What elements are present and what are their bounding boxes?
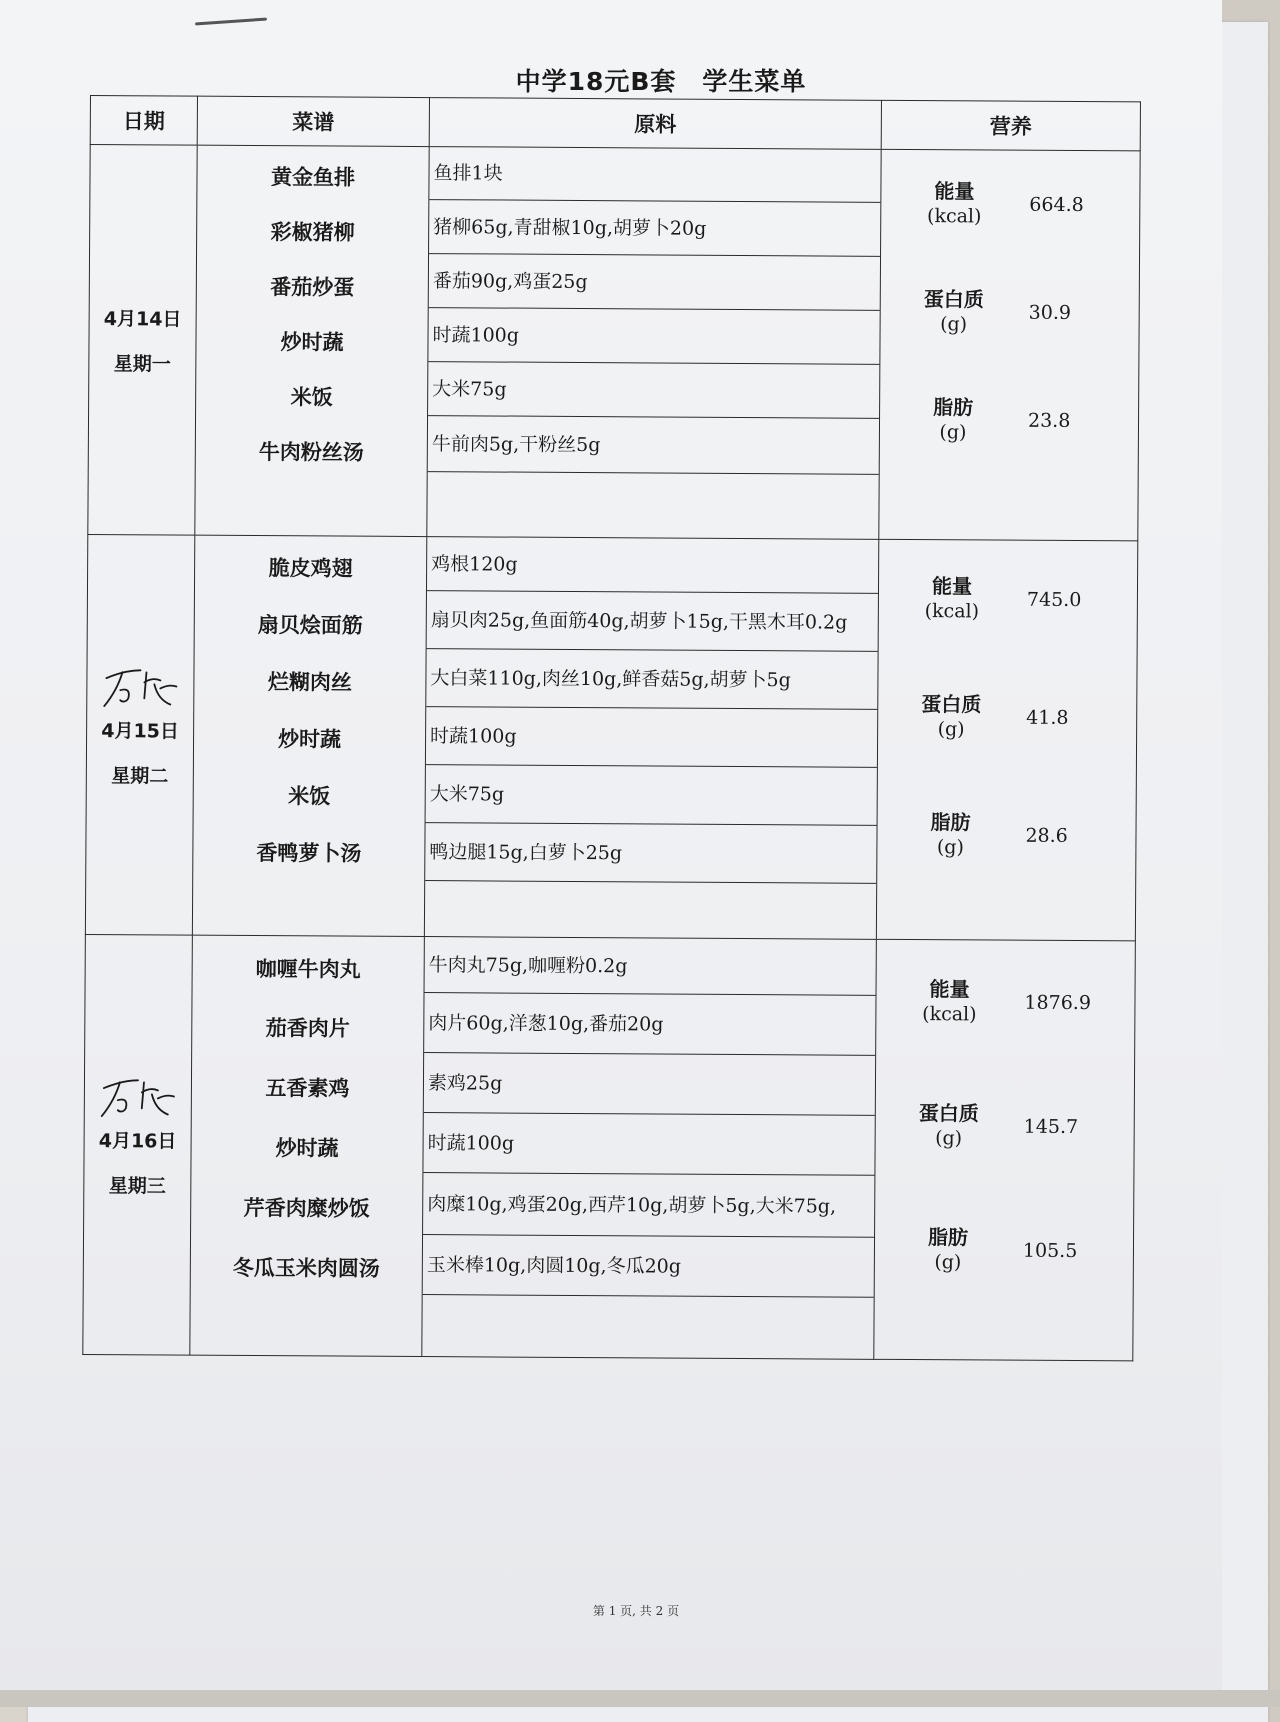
ingredient-line: 肉糜10g,鸡蛋20g,西芹10g,胡萝卜5g,大米75g,	[423, 1173, 874, 1238]
energy-value: 745.0	[1026, 588, 1082, 612]
energy-unit: (kcal)	[922, 1003, 977, 1026]
desk-surface	[0, 1690, 1280, 1707]
signature	[100, 664, 180, 710]
dish-item: 炒时蔬	[280, 330, 344, 355]
nutrition-cell	[876, 539, 1137, 941]
date-cell	[88, 145, 197, 536]
protein-unit: (g)	[937, 718, 965, 741]
header-dishes: 菜谱	[197, 96, 429, 146]
nutrition-cell	[874, 939, 1136, 1361]
signature	[98, 1074, 178, 1120]
title-part1: 中学18元B套	[515, 67, 677, 96]
fat-value: 28.6	[1025, 824, 1068, 847]
date: 4月14日	[103, 307, 182, 331]
ingredient-line: 肉片60g,洋葱10g,番茄20g	[424, 993, 875, 1056]
protein-row	[875, 1064, 1134, 1190]
pen-mark	[195, 17, 267, 25]
ingredient-line-empty	[427, 472, 878, 537]
energy-label: 能量	[931, 574, 973, 599]
dish-item: 香鸭萝卜汤	[256, 841, 362, 866]
dish-item: 脆皮鸡翅	[268, 556, 353, 581]
protein-label: 蛋白质	[923, 287, 984, 312]
energy-row	[881, 150, 1140, 260]
ingredient-line: 玉米棒10g,肉圆10g,冬瓜20g	[423, 1235, 874, 1298]
protein-label: 蛋白质	[918, 1101, 979, 1126]
dish-item: 五香素鸡	[265, 1076, 350, 1101]
fat-value: 105.5	[1022, 1239, 1078, 1263]
weekday: 星期三	[108, 1174, 166, 1197]
dish-item: 番茄炒蛋	[270, 275, 355, 300]
page-footer: 第 1 页, 共 2 页	[592, 1604, 680, 1618]
dish-item: 扇贝烩面筋	[257, 613, 363, 638]
dish-item: 彩椒猪柳	[270, 220, 355, 245]
weekday: 星期一	[113, 352, 171, 375]
fat-label: 脂肪	[930, 810, 971, 835]
ingredients-cell	[422, 937, 877, 1360]
date: 4月16日	[98, 1129, 177, 1153]
dish-item: 冬瓜玉米肉圆汤	[232, 1255, 380, 1281]
ingredient-line: 时蔬100g	[423, 1113, 874, 1176]
nutrition-cell	[879, 149, 1140, 541]
protein-value: 145.7	[1023, 1115, 1079, 1139]
ingredient-line: 鸭边腿15g,白萝卜25g	[425, 823, 876, 884]
dish-cell	[190, 935, 425, 1356]
date-cell	[83, 934, 193, 1355]
protein-row	[878, 658, 1137, 778]
protein-value: 41.8	[1026, 706, 1069, 729]
ingredient-line: 大米75g	[428, 362, 879, 419]
header-ingredients: 原料	[429, 98, 881, 150]
header-row	[90, 96, 1140, 151]
date: 4月15日	[101, 719, 180, 743]
energy-unit: (kcal)	[927, 205, 982, 228]
dish-item: 炒时蔬	[277, 727, 342, 752]
ingredient-line: 大米75g	[426, 765, 877, 826]
ingredient-line: 扇贝肉25g,鱼面筋40g,胡萝卜15g,干黑木耳0.2g	[427, 591, 878, 652]
energy-unit: (kcal)	[924, 600, 980, 623]
ingredient-line: 猪柳65g,青甜椒10g,胡萝卜20g	[429, 200, 880, 257]
protein-row	[880, 258, 1139, 368]
ingredient-line: 鱼排1块	[429, 147, 880, 203]
weekday: 星期二	[111, 764, 169, 787]
energy-row	[876, 940, 1135, 1066]
ingredient-line: 时蔬100g	[426, 707, 877, 768]
energy-label: 能量	[934, 179, 975, 204]
dish-item: 炒时蔬	[275, 1136, 339, 1161]
energy-row	[879, 540, 1138, 660]
ingredient-line: 鸡根120g	[427, 537, 878, 594]
day-row-1	[88, 145, 1140, 541]
day-row-2	[85, 534, 1137, 940]
protein-value: 30.9	[1028, 301, 1072, 324]
protein-unit: (g)	[935, 1127, 963, 1150]
fat-value: 23.8	[1027, 409, 1071, 432]
ingredient-line-empty	[425, 881, 876, 938]
header-nutrition: 营养	[881, 100, 1140, 151]
dish-item: 茄香肉片	[265, 1016, 350, 1041]
protein-unit: (g)	[940, 313, 968, 336]
ingredient-line: 牛肉丸75g,咖喱粉0.2g	[425, 937, 876, 996]
fat-row	[875, 1188, 1134, 1314]
title-part2: 学生菜单	[702, 67, 807, 96]
dish-item: 咖喱牛肉丸	[255, 957, 361, 982]
fat-unit: (g)	[934, 1251, 962, 1274]
energy-value: 1876.9	[1024, 991, 1092, 1015]
dish-item: 烂糊肉丝	[267, 670, 352, 695]
fat-label: 脂肪	[933, 395, 974, 420]
dish-cell	[192, 535, 426, 936]
header-date: 日期	[90, 96, 197, 146]
fat-label: 脂肪	[927, 1225, 969, 1250]
ingredient-line-empty	[422, 1295, 873, 1356]
dish-cell	[195, 145, 429, 536]
ingredients-cell	[424, 537, 878, 940]
dish-item: 米饭	[288, 784, 331, 809]
menu-table	[82, 95, 1141, 1361]
energy-label: 能量	[929, 977, 970, 1002]
page-title	[0, 62, 1222, 98]
energy-value: 664.8	[1029, 193, 1084, 217]
ingredients-cell	[427, 147, 881, 540]
fat-unit: (g)	[939, 421, 967, 444]
date-cell	[85, 534, 194, 935]
fat-row	[877, 776, 1136, 896]
ingredient-line: 素鸡25g	[424, 1053, 875, 1116]
fat-unit: (g)	[936, 836, 964, 859]
ingredient-line: 时蔬100g	[428, 308, 879, 365]
dish-item: 芹香肉糜炒饭	[243, 1195, 370, 1221]
day-row-3	[83, 934, 1136, 1360]
fat-row	[880, 366, 1139, 476]
ingredient-line: 番茄90g,鸡蛋25g	[429, 254, 880, 311]
ingredient-line: 牛前肉5g,干粉丝5g	[428, 416, 879, 475]
dish-item: 黄金鱼排	[270, 165, 356, 190]
dish-item: 牛肉粉丝汤	[258, 440, 364, 465]
protein-label: 蛋白质	[921, 692, 982, 717]
ingredient-line: 大白菜110g,肉丝10g,鲜香菇5g,胡萝卜5g	[426, 649, 877, 710]
dish-item: 米饭	[290, 385, 333, 410]
